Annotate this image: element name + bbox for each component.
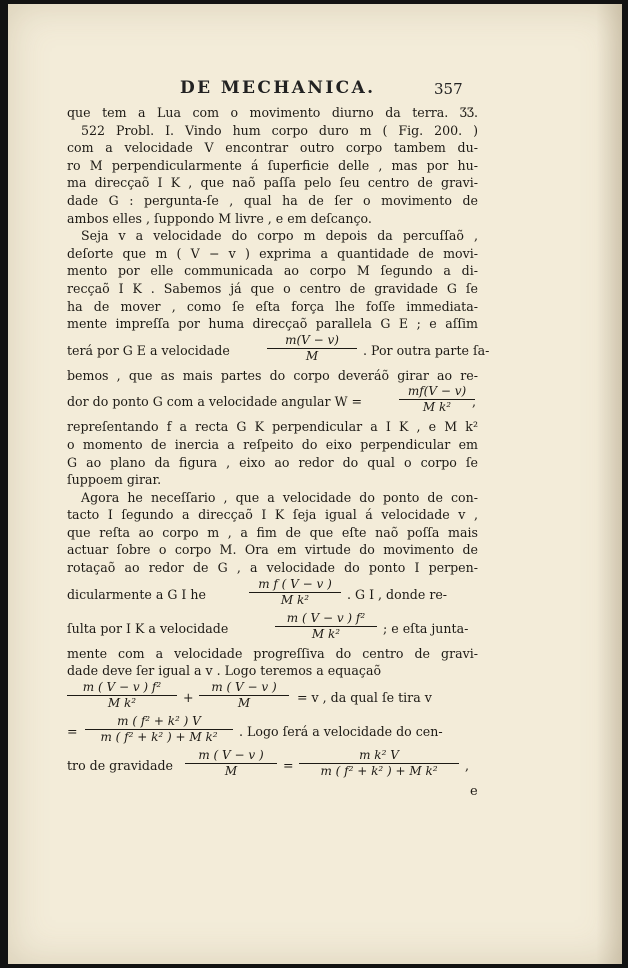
equation-line — [67, 384, 478, 418]
fraction-denominator: M — [305, 348, 319, 363]
fraction — [185, 748, 277, 779]
equation-line — [67, 714, 478, 748]
equation-text: tro de gravidade — [67, 757, 174, 773]
fraction — [399, 384, 475, 415]
fraction-numerator: m k² V — [299, 748, 459, 764]
fraction-denominator: m ( f² + k² ) + M k² — [100, 729, 218, 744]
text-line: com a velocidade V encontrar outro corpo tambem du- — [67, 140, 478, 156]
equation-text: . Logo ſerá a velocidade do cen- — [239, 723, 443, 739]
page-body — [67, 104, 490, 782]
fraction-denominator: M k² — [280, 592, 310, 607]
fraction — [275, 611, 377, 642]
equation-text: . Por outra parte ſa- — [363, 342, 490, 358]
text-line: ma direcçaõ I K , que naõ paſſa pelo ſeu centro de gravi- — [67, 175, 478, 191]
equation-text: = — [67, 723, 78, 739]
equation-text: dicularmente a G I he — [67, 586, 206, 602]
fraction — [267, 333, 357, 364]
text-line: o momento de inercia a reſpeito do eixo perpendicular em — [67, 436, 478, 452]
text-line: rotaçaõ ao redor de G , a velocidade do ponto I perpen- — [67, 560, 478, 576]
text-line: ambos elles , ſuppondo M livre , e em deſcanço. — [67, 210, 372, 226]
text-line: ro M perpendicularmente á ſuperficie delle , mas por hu- — [67, 157, 478, 173]
fraction-denominator: M — [237, 695, 251, 710]
fraction-numerator: m ( V − v ) — [185, 748, 277, 764]
fraction-denominator: M k² — [311, 626, 341, 641]
text-line: mente impreſſa por huma direcçaõ parallela G E ; e aſſim — [67, 316, 478, 332]
equation-text: terá por G E a velocidade — [67, 342, 230, 358]
text-line: ha de mover , como ſe eſta força lhe foſſe immediata- — [67, 298, 478, 314]
text-line: dade G : pergunta-ſe , qual ha de ſer o movimento de — [67, 192, 478, 208]
fraction — [299, 748, 459, 779]
text-line: deſorte que m ( V − v ) exprima a quantidade de movi- — [67, 245, 478, 261]
fraction-denominator: M — [224, 763, 238, 778]
fraction-numerator: m ( V − v ) f² — [67, 680, 177, 696]
text-line: mento por elle communicada ao corpo M ſegundo a di- — [67, 263, 478, 279]
text-line: recçaõ I K . Sabemos já que o centro de gravidade G ſe — [67, 280, 478, 296]
fraction-numerator: m ( f² + k² ) V — [85, 714, 233, 730]
fraction-numerator: m f ( V − v ) — [249, 577, 341, 593]
fraction-numerator: m ( V − v ) f² — [275, 611, 377, 627]
text-line: bemos , que as mais partes do corpo deveráõ girar ao re- — [67, 367, 478, 383]
fraction-denominator: m ( f² + k² ) + M k² — [320, 763, 438, 778]
fraction-numerator: m(V − v) — [267, 333, 357, 349]
plus-sign: + — [183, 689, 194, 705]
fraction-denominator: M k² — [422, 400, 452, 415]
text-line: dade deve ſer igual a v . Logo teremos a equaçaõ — [67, 663, 382, 679]
equation-text: ſulta por I K a velocidade — [67, 620, 229, 636]
text-line: Seja v a velocidade do corpo m depois da percuſſaõ , — [81, 228, 478, 244]
text-line: que tem a Lua com o movimento diurno da terra. ƷƷ. — [67, 105, 478, 120]
text-line: 522 Probl. I. Vindo hum corpo duro m ( Fig. 200. ) — [81, 122, 478, 138]
fraction — [67, 680, 177, 711]
catchword: e — [470, 784, 478, 799]
text-line: que reſta ao corpo m , a fim de que eſte naõ poſſa mais — [67, 524, 478, 540]
equation-text: , — [472, 394, 477, 410]
page-number: 357 — [434, 80, 463, 98]
text-line: Agora he neceſſario , que a velocidade do ponto de con- — [81, 489, 478, 505]
equation-text: . G I , donde re- — [347, 586, 448, 602]
equation-line — [67, 577, 478, 611]
equation-text: , — [465, 757, 470, 773]
equation-line — [67, 748, 478, 782]
equals-sign: = — [283, 757, 294, 773]
equation-line — [67, 611, 478, 645]
fraction — [85, 714, 233, 745]
equation-text: ; e eſta junta- — [383, 620, 469, 636]
text-line: tacto I ſegundo a direcçaõ I K ſeja igual á velocidade v , — [67, 507, 478, 523]
fraction-numerator: mf(V − v) — [399, 384, 475, 400]
text-line: actuar ſobre o corpo M. Ora em virtude do movimento de — [67, 542, 478, 558]
equation-line — [67, 332, 490, 367]
fraction-numerator: m ( V − v ) — [199, 680, 289, 696]
page-header — [68, 78, 488, 102]
fraction — [199, 680, 289, 711]
equation-text: = v , da qual ſe tira v — [297, 689, 432, 705]
text-line: ſuppoem girar. — [67, 472, 162, 488]
fraction — [249, 577, 341, 608]
book-page — [8, 4, 622, 964]
equation-line — [67, 680, 478, 714]
text-line: repreſentando f a recta G K perpendicular a I K , e M k² — [67, 419, 478, 435]
fraction-denominator: M k² — [107, 695, 137, 710]
text-line: mente com a velocidade progreſſiva do centro de gravi- — [67, 645, 478, 661]
running-title: DE MECHANICA. — [180, 78, 376, 98]
equation-text: dor do ponto G com a velocidade angular W = — [67, 394, 363, 410]
text-line: G ao plano da figura , eixo ao redor do qual o corpo ſe — [67, 454, 478, 470]
